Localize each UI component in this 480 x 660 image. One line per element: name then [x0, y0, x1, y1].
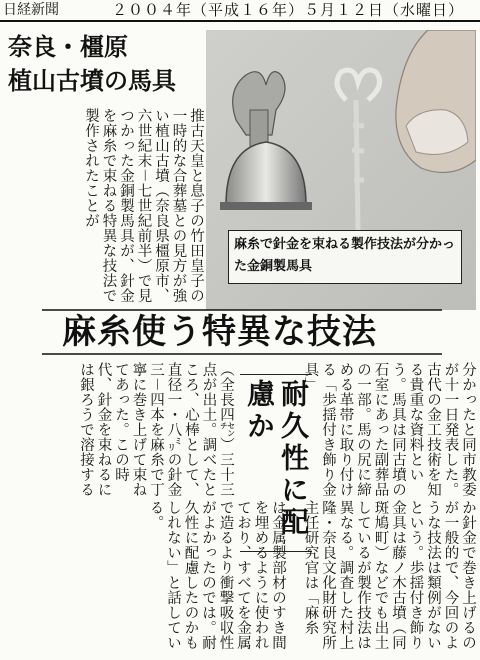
article-body-lower-left: （全長四㌢）三十三点が出土。調べたところ、心棒として、直径一・八㍉の針金三－四本を麻糸で丁寧に巻き上げて束ねてあった。この時代、針金を束ねるには銀ろうで溶接する: [78, 362, 234, 497]
newspaper-name: 日経新聞: [3, 2, 59, 18]
article-body-bottom-right: か針金で巻き上げるのが一般的で、今回のような技法は類例がないという。歩揺付き飾り金具は藤ノ木古墳（同斑鳩町）などでも出土しているが製作技法は異なる。調査した村上隆・奈良文化財研究所主任研究官は「麻糸: [302, 500, 476, 650]
subheadline: 耐久性に配慮か: [240, 374, 312, 552]
article-body-lower-right: 分かったと同市教委が十一日発表した。古代の金工技術を知る貴重な資料という。馬具は同古墳の石室にあった副葬品の一部。馬の尻に締める革帯に取り付ける「歩揺付き飾り金具」: [302, 362, 476, 497]
publication-date: ２００４年（平成１６年）５月１２日（水曜日）: [112, 1, 465, 19]
masthead: [0, 0, 480, 22]
banner-headline: 麻糸使う特異な技法: [62, 312, 377, 352]
article-body-upper: 推古天皇と息子の竹田皇子の一時的な合葬墓との見方が強い植山古墳（奈良県橿原市、六世紀末－七世紀前半）で見つかった金銅製馬具が、針金を麻糸で束ねる特異な技法で製作されたことが: [83, 108, 204, 303]
masthead-rule: [0, 20, 480, 22]
headline-line-1: 奈良・橿原: [8, 33, 128, 61]
headline-line-2: 植山古墳の馬具: [8, 67, 176, 95]
article-body-bottom-left: は金属製部材のすき間を埋めるように使われており、すべてを金属で造るより衝撃吸収性がよかったのでは。耐久性に配慮したのかもしれない」と話している。: [147, 500, 286, 650]
photo-caption: 麻糸で針金を束ねる製作技法が分かった金銅製馬具: [228, 230, 462, 284]
banner-headline-box: [42, 308, 442, 356]
